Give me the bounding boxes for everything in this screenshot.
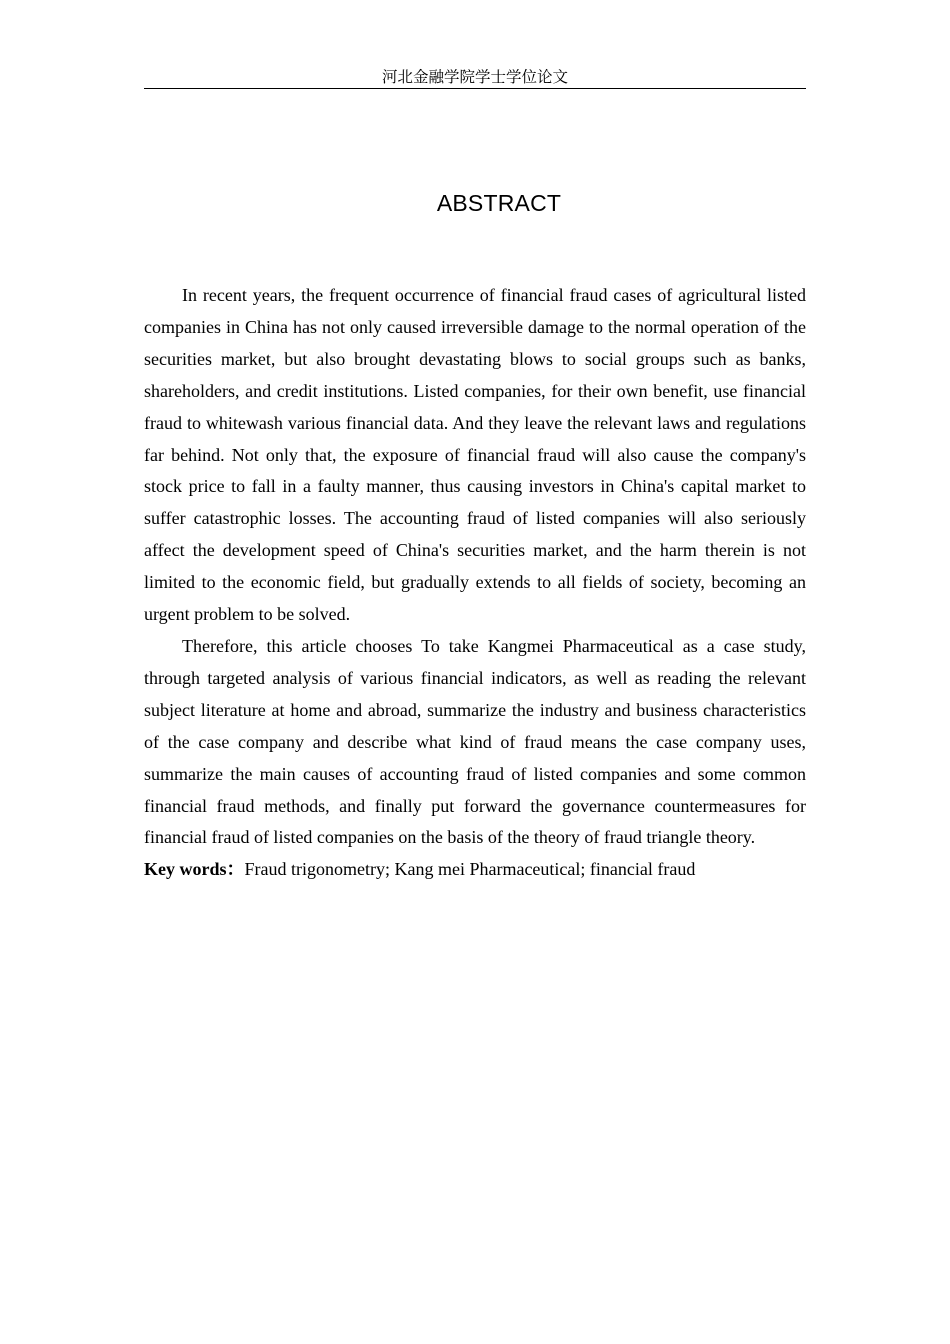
- abstract-paragraph: In recent years, the frequent occurrence of financial fraud cases of agricultural listed companies in China has not only caused irreversible damage to the normal operation of the securities market, but also brought devastating blows to social groups such as banks, shareholders, and credit institutions. Listed companies, for their own benefit, use financial fraud to whitewash various financial data. And they leave the relevant laws and regulations far behind. Not only that, the exposure of financial fraud will also cause the company's stock price to fall in a faulty manner, thus causing investors in China's capital market to suffer catastrophic losses. The accounting fraud of listed companies will also seriously affect the development speed of China's securities market, and the harm therein is not limited to the economic field, but gradually extends to all fields of society, becoming an urgent problem to be solved.: [144, 285, 806, 625]
- abstract-body: [144, 280, 806, 886]
- abstract-title: ABSTRACT: [436, 190, 562, 216]
- abstract-paragraph: Therefore, this article chooses To take Kangmei Pharmaceutical as a case study, through targeted analysis of various financial indicators, as well as reading the relevant subject literature at home and abroad, summarize the industry and business characteristics of the case company and describe what kind of fraud means the case company uses, summarize the main causes of accounting fraud of listed companies and some common financial fraud methods, and finally put forward the governance countermeasures for financial fraud of listed companies on the basis of the theory of fraud triangle theory.: [144, 635, 806, 848]
- keywords-line: [144, 854, 806, 886]
- running-header: 河北金融学院学士学位论文: [144, 66, 806, 89]
- keywords-label: Key words：: [144, 859, 245, 880]
- keywords-text: Fraud trigonometry; Kang mei Pharmaceutical; financial fraud: [244, 859, 696, 880]
